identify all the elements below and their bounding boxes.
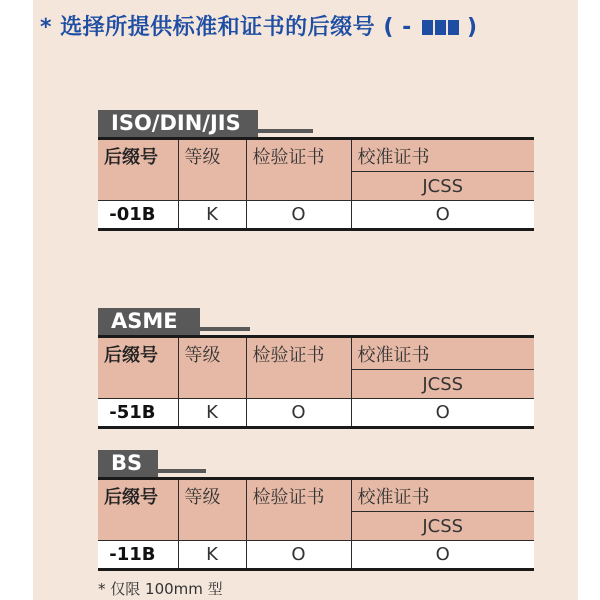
standards-table — [98, 137, 534, 231]
heading-dash: - — [402, 15, 412, 40]
header-inspection-cert: 检验证书 — [246, 479, 351, 541]
section-asme — [98, 308, 534, 429]
header-suffix: 后缀号 — [98, 479, 178, 541]
page-heading — [40, 10, 478, 41]
inspection-mark: O — [246, 399, 351, 428]
header-inspection-cert: 检验证书 — [246, 337, 351, 399]
square-icon — [448, 20, 459, 35]
table-row — [98, 399, 534, 428]
title-underline — [200, 327, 250, 331]
square-icon — [422, 20, 433, 35]
inspection-mark: O — [246, 201, 351, 230]
standards-table — [98, 335, 534, 429]
header-jcss: JCSS — [351, 172, 534, 201]
grade-value: K — [178, 201, 246, 230]
calibration-mark: O — [351, 201, 534, 230]
calibration-mark: O — [351, 399, 534, 428]
table-row — [98, 201, 534, 230]
grade-value: K — [178, 541, 246, 570]
header-calibration-cert: 校准证书 — [351, 479, 534, 512]
header-grade: 等级 — [178, 337, 246, 399]
square-icon — [435, 20, 446, 35]
header-calibration-cert: 校准证书 — [351, 337, 534, 370]
calibration-mark: O — [351, 541, 534, 570]
section-title: BS — [98, 450, 158, 477]
suffix-code: -51B — [98, 399, 178, 428]
heading-text: * 选择所提供标准和证书的后缀号 ( — [40, 15, 394, 40]
title-underline — [258, 129, 313, 133]
section-iso-din-jis — [98, 110, 534, 231]
suffix-code: -01B — [98, 201, 178, 230]
suffix-code: -11B — [98, 541, 178, 570]
header-calibration-cert: 校准证书 — [351, 139, 534, 172]
header-inspection-cert: 检验证书 — [246, 139, 351, 201]
header-suffix: 后缀号 — [98, 337, 178, 399]
header-grade: 等级 — [178, 139, 246, 201]
title-underline — [158, 469, 206, 473]
table-row — [98, 541, 534, 570]
section-bs — [98, 450, 534, 571]
footnote: * 仅限 100mm 型 — [98, 580, 223, 598]
header-jcss: JCSS — [351, 370, 534, 399]
standards-table — [98, 477, 534, 571]
header-jcss: JCSS — [351, 512, 534, 541]
header-grade: 等级 — [178, 479, 246, 541]
section-title: ISO/DIN/JIS — [98, 110, 258, 137]
header-suffix: 后缀号 — [98, 139, 178, 201]
heading-close-paren: ) — [467, 15, 478, 40]
inspection-mark: O — [246, 541, 351, 570]
grade-value: K — [178, 399, 246, 428]
section-title: ASME — [98, 308, 200, 335]
